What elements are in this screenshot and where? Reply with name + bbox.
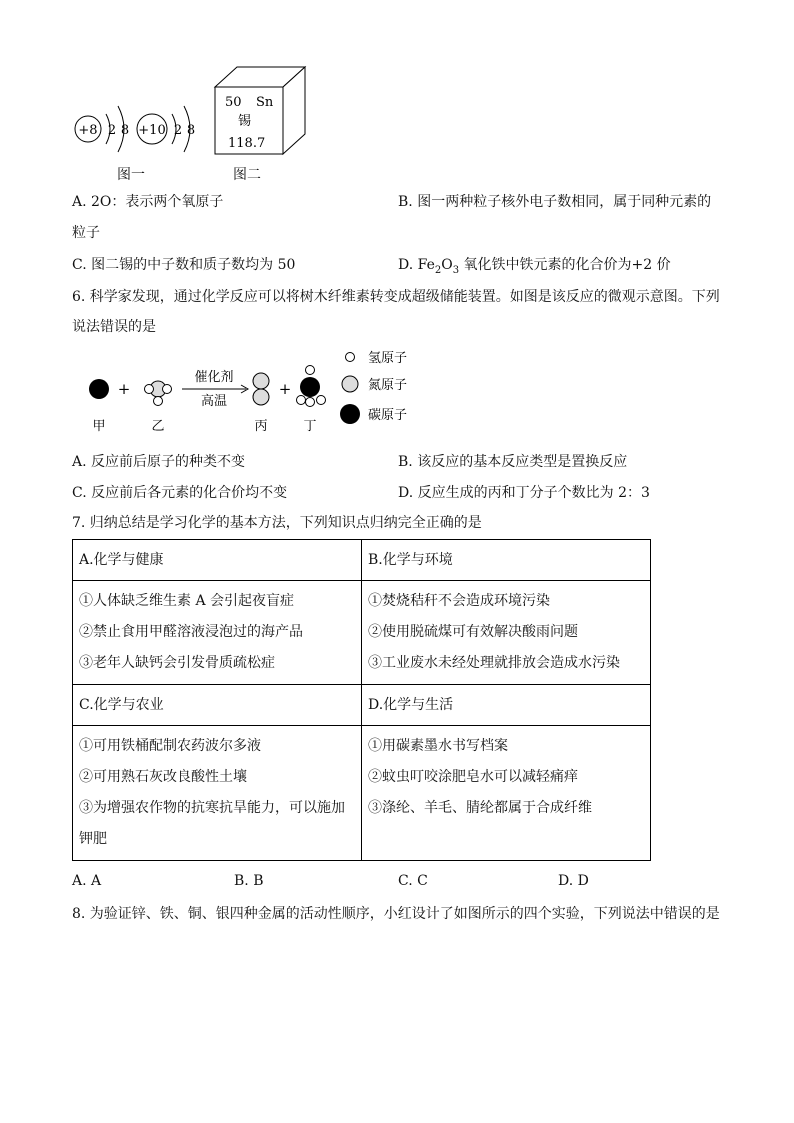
- list-item: ①可用铁桶配制农药波尔多液: [79, 738, 261, 754]
- list-item: ③涤纶、羊毛、腈纶都属于合成纤维: [368, 800, 592, 816]
- q5-option-d-prefix: D. Fe: [398, 257, 435, 273]
- tin-atomic-number: 50: [225, 95, 242, 110]
- q7-option-d: D. D: [558, 873, 589, 889]
- list-item: ②蚊虫叮咬涂肥皂水可以减轻痛痒: [368, 769, 578, 785]
- q7-knowledge-table: [72, 539, 651, 861]
- q6-option-c: C. 反应前后各元素的化合价均不变: [72, 485, 288, 501]
- product-ding-hydrogen-atom-right: [317, 396, 326, 405]
- reaction-catalyst-label: 催化剂: [194, 370, 234, 385]
- list-item: ②可用熟石灰改良酸性土壤: [79, 769, 247, 785]
- q5-option-d: [398, 256, 671, 280]
- table-row: [73, 726, 651, 861]
- list-item: ③为增强农作物的抗寒抗旱能力，可以施加钾肥: [79, 800, 345, 847]
- legend-carbon-symbol: [340, 404, 360, 424]
- cell-d-head: D.化学与生活: [362, 685, 651, 726]
- label-jia: 甲: [92, 419, 106, 434]
- q6-stem-line2: 说法错误的是: [72, 319, 156, 335]
- product-ding-carbon-atom: [300, 377, 320, 397]
- product-bing-nitrogen-atom-bottom: [253, 389, 269, 405]
- list-item: ③工业废水未经处理就排放会造成水污染: [368, 655, 620, 671]
- q5-option-a: A. 2O：表示两个氧原子: [72, 194, 224, 210]
- plus-sign-2: +: [278, 380, 292, 398]
- cell-b-head: B.化学与环境: [362, 540, 651, 581]
- q7-option-b: B. B: [234, 873, 264, 889]
- product-bing-nitrogen-atom-top: [253, 373, 269, 389]
- q5-option-b-continued: 粒子: [72, 225, 100, 241]
- q6-reaction-diagram: [80, 344, 420, 434]
- q5-option-d-mid: O: [441, 257, 453, 273]
- list-item: ①焚烧秸秆不会造成环境污染: [368, 593, 550, 609]
- q6-option-d: D. 反应生成的丙和丁分子个数比为 2：3: [398, 485, 650, 501]
- label-bing: 丙: [254, 419, 268, 434]
- table-row: [73, 581, 651, 685]
- atom1-shell2-count: 8: [120, 123, 130, 138]
- q5-option-c: C. 图二锡的中子数和质子数均为 50: [72, 257, 296, 273]
- q6-option-b: B. 该反应的基本反应类型是置换反应: [398, 454, 628, 470]
- label-ding: 丁: [303, 419, 317, 434]
- legend-carbon-label: 碳原子: [368, 408, 408, 423]
- q7-option-a: A. A: [72, 873, 102, 889]
- atom2-shell1-count: 2: [173, 123, 183, 138]
- plus-sign-1: +: [117, 380, 131, 398]
- legend-nitrogen-label: 氮原子: [368, 378, 408, 393]
- cell-c-body: [73, 726, 362, 861]
- reactant-yi-hydrogen-atom-left: [145, 385, 154, 394]
- figure2-caption: 图二: [233, 167, 261, 183]
- figure-tin-element-cube: [210, 62, 310, 162]
- product-ding-hydrogen-atom-mid: [306, 398, 315, 407]
- q8-stem: 8. 为验证锌、铁、铜、银四种金属的活动性顺序，小红设计了如图所示的四个实验，下列说法中错误的是: [72, 906, 720, 922]
- q7-option-c: C. C: [398, 873, 428, 889]
- cell-c-head: C.化学与农业: [73, 685, 362, 726]
- atom2-shell2-count: 8: [186, 123, 196, 138]
- q5-option-b: B. 图一两种粒子核外电子数相同，属于同种元素的: [398, 194, 712, 210]
- cell-a-body: [73, 581, 362, 685]
- reactant-yi-hydrogen-atom-bottom: [154, 397, 163, 406]
- q5-option-d-sub2: 3: [452, 264, 460, 276]
- figure1-caption: 图一: [117, 167, 145, 183]
- product-ding-hydrogen-atom-left: [297, 396, 306, 405]
- atom1-charge: +8: [78, 123, 98, 138]
- atom2-charge: +10: [138, 123, 166, 138]
- product-ding-hydrogen-atom-top: [306, 366, 315, 375]
- list-item: ②禁止食用甲醛溶液浸泡过的海产品: [79, 624, 303, 640]
- table-row: [73, 540, 651, 581]
- tin-name: 锡: [238, 114, 252, 129]
- tin-atomic-mass: 118.7: [228, 136, 266, 151]
- legend-hydrogen-symbol: [346, 353, 355, 362]
- cell-d-body: [362, 726, 651, 861]
- reaction-condition-label: 高温: [200, 394, 228, 409]
- q7-stem: 7. 归纳总结是学习化学的基本方法，下列知识点归纳完全正确的是: [72, 515, 482, 531]
- legend-hydrogen-label: 氢原子: [368, 351, 408, 366]
- legend-nitrogen-symbol: [342, 376, 358, 392]
- cell-b-body: [362, 581, 651, 685]
- atom1-shell1-count: 2: [107, 123, 117, 138]
- table-row: [73, 685, 651, 726]
- q5-option-d-sub1: 2: [434, 264, 442, 276]
- list-item: ②使用脱硫煤可有效解决酸雨问题: [368, 624, 578, 640]
- list-item: ③老年人缺钙会引发骨质疏松症: [79, 655, 275, 671]
- tin-symbol: Sn: [256, 95, 274, 110]
- reactant-yi-hydrogen-atom-right: [163, 385, 172, 394]
- list-item: ①用碳素墨水书写档案: [368, 738, 508, 754]
- q6-option-a: A. 反应前后原子的种类不变: [72, 454, 246, 470]
- q6-stem-line1: 6. 科学家发现，通过化学反应可以将树木纤维素转变成超级储能装置。如图是该反应的微观示意图。下列: [72, 289, 720, 305]
- reactant-jia-carbon-atom: [89, 379, 109, 399]
- q5-option-d-rest: 氧化铁中铁元素的化合价为+2 价: [459, 257, 671, 273]
- cell-a-head: A.化学与健康: [73, 540, 362, 581]
- list-item: ①人体缺乏维生素 A 会引起夜盲症: [79, 593, 295, 609]
- label-yi: 乙: [151, 419, 165, 434]
